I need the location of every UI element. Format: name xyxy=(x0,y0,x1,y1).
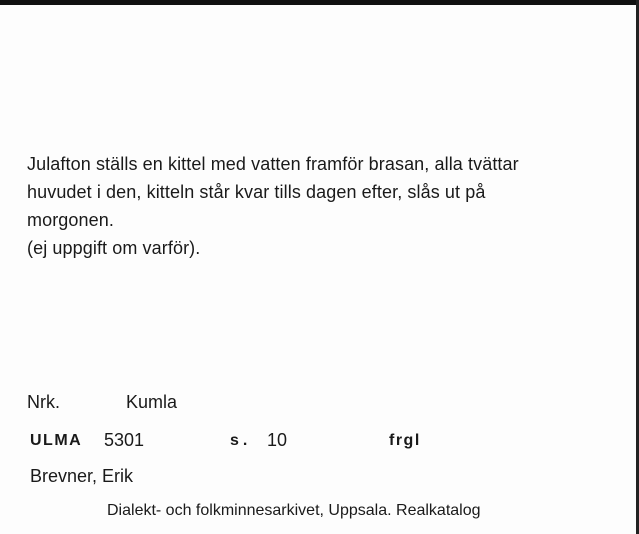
ulma-label: ULMA xyxy=(30,432,83,449)
card-top-edge xyxy=(0,0,639,5)
body-line-3: morgonen. xyxy=(27,210,114,230)
body-line-4: (ej uppgift om varför). xyxy=(27,238,201,258)
body-line-2: huvudet i den, kitteln står kvar tills dagen efter, slås ut på xyxy=(27,182,486,202)
body-line-1: Julafton ställs en kittel med vatten framför brasan, alla tvättar xyxy=(27,154,519,174)
ulma-number: 5301 xyxy=(104,430,145,450)
informant-label: frgl xyxy=(389,432,421,449)
recorder-name: Brevner, Erik xyxy=(30,466,134,486)
archive-footer: Dialekt- och folkminnesarkivet, Uppsala. Realkatalog xyxy=(107,502,481,519)
nrk-value: Kumla xyxy=(126,392,178,412)
page-label: s. xyxy=(230,432,252,449)
nrk-label: Nrk. xyxy=(27,392,60,412)
page-number: 10 xyxy=(267,430,288,450)
card-body-text xyxy=(27,150,617,262)
